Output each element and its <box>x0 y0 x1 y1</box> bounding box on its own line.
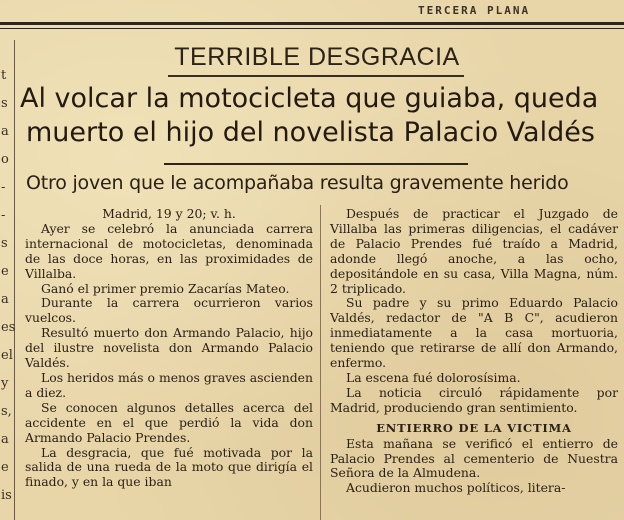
article-paragraph: Resultó muerto don Armando Palacio, hijo del ilustre novelista don Armando Palacio Valdés. <box>25 325 313 371</box>
margin-fragment: e <box>1 264 9 279</box>
margin-fragment: is <box>1 488 12 503</box>
article-paragraph: Su padre y su primo Eduardo Palacio Valdés, redactor de "A B C", acudieron inmediatamente a la casa mortuoria, teniendo que retirarse de allí don Armando, enfermo. <box>330 295 618 371</box>
margin-fragment: s <box>1 96 8 111</box>
article-paragraph: La escena fué dolorosísima. <box>346 369 521 385</box>
margin-fragment: el <box>1 348 13 363</box>
article-column-right <box>330 207 618 496</box>
margin-fragment: e <box>1 460 9 475</box>
margin-fragment: t <box>1 68 7 83</box>
column-divider <box>320 205 321 520</box>
margin-fragment: o <box>1 152 9 167</box>
article-paragraph: Se conocen algunos detalles acerca del accidente en el que perdió la vida don Armando Palacio Prendes. <box>25 399 313 445</box>
headline-rule <box>164 163 468 165</box>
margin-fragment: a <box>1 124 9 139</box>
article-paragraph: La noticia circuló rápidamente por Madrid, produciendo gran sentimiento. <box>330 384 618 415</box>
article-paragraph: La desgracia, que fué motivada por la salida de una rueda de la moto que dirigía el finado, y en la que iban <box>25 444 313 490</box>
headline-line-2: muerto el hijo del novelista Palacio Valdés <box>26 117 595 148</box>
article-paragraph: Los heridos más o menos graves ascienden a diez. <box>25 369 313 400</box>
article-paragraph: Durante la carrera ocurrieron varios vuelcos. <box>25 295 313 326</box>
subheadline: Otro joven que le acompañaba resulta gravemente herido <box>26 172 569 194</box>
margin-fragment: es <box>1 320 16 335</box>
article-column-left <box>25 207 313 490</box>
dateline: Madrid, 19 y 20; v. h. <box>102 206 236 221</box>
header-rule-thin <box>0 28 624 29</box>
margin-fragment: - <box>1 180 6 195</box>
article-paragraph: Acudieron muchos políticos, litera- <box>346 480 566 496</box>
margin-fragment: s, <box>1 404 12 419</box>
margin-fragment: a <box>1 432 9 447</box>
margin-fragment: s <box>1 236 8 251</box>
margin-fragment: y <box>1 376 9 391</box>
article-paragraph: Ganó el primer premio Zacarías Mateo. <box>41 280 290 296</box>
section-heading: ENTIERRO DE LA VICTIMA <box>376 420 572 435</box>
margin-fragment: a <box>1 292 9 307</box>
header-rule-thick <box>0 22 624 25</box>
article-paragraph: Después de practicar el Juzgado de Villalba las primeras diligencias, el cadáver de Palacio Prendes fué traído a Madrid, adonde llegó anoche, a las ocho, depositándole en su casa, Villa Magna, núm. 2 triplicado. <box>330 206 618 296</box>
page-header: TERCERA PLANA <box>418 4 531 17</box>
headline-line-1: Al volcar la motocicleta que guiaba, queda <box>20 83 599 114</box>
headline <box>20 82 618 150</box>
article-paragraph: Ayer se celebró la anunciada carrera internacional de motocicletas, denominada de las doce horas, en las proximidades de Villalba. <box>25 220 313 281</box>
margin-fragment: - <box>1 208 6 223</box>
left-column-fragment <box>0 40 15 520</box>
kicker: TERRIBLE DESGRACIA <box>174 43 460 71</box>
article-paragraph: Esta mañana se verificó el entierro de Palacio Prendes al cementerio de Nuestra Señora de la Almudena. <box>330 435 618 481</box>
